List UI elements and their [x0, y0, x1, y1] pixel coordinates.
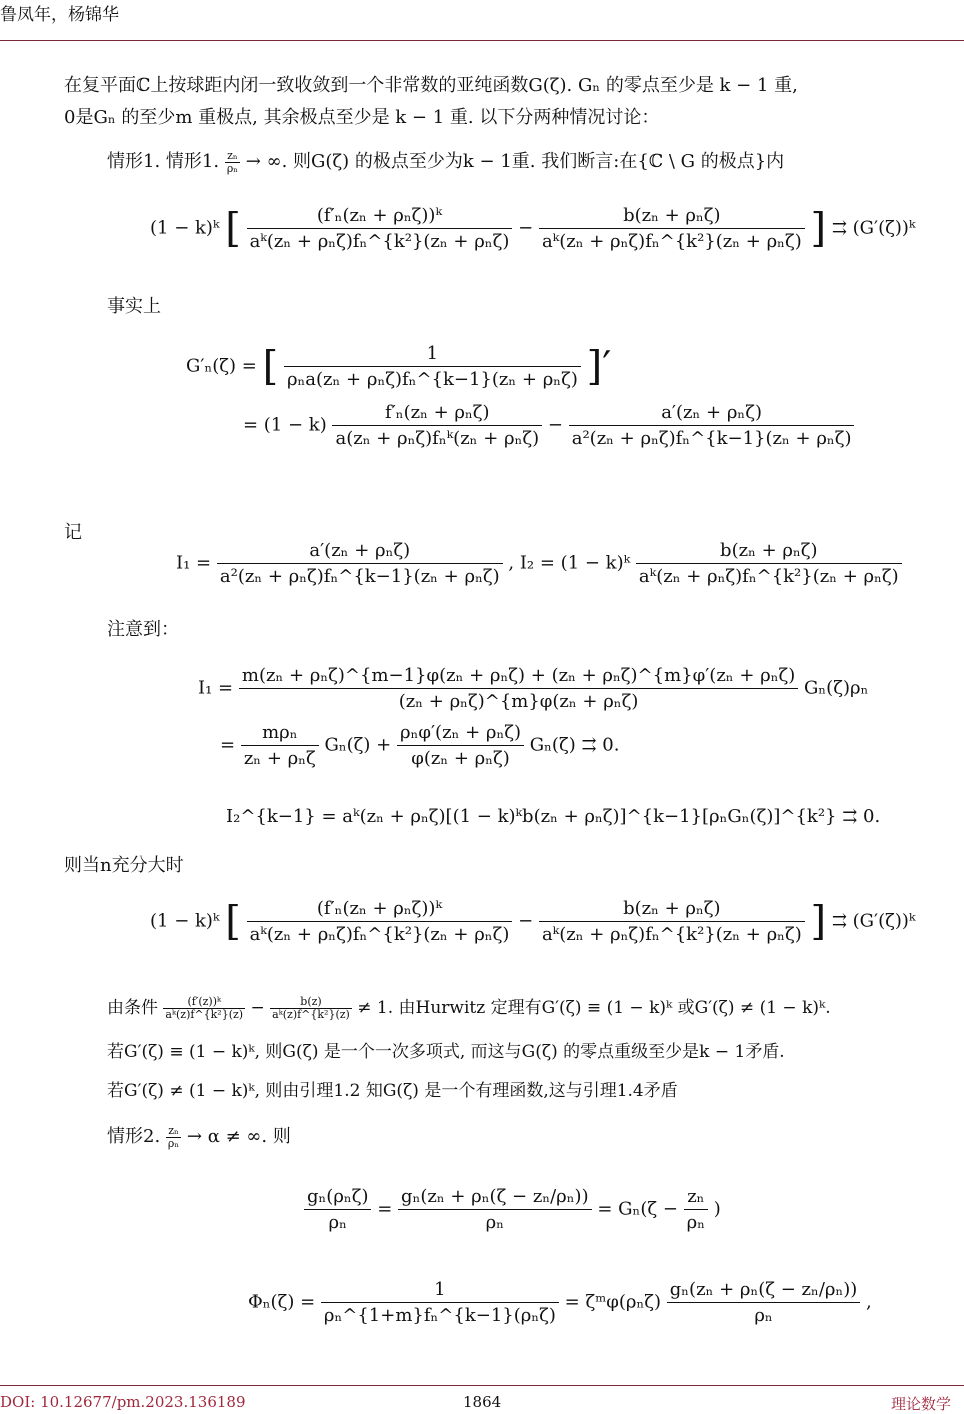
denominator: aᵏ(zₙ + ρₙζ)fₙ^{k²}(zₙ + ρₙζ): [541, 231, 802, 252]
eq-lhs: = (1 − k): [243, 414, 327, 436]
eq-suffix: Gₙ(ζ)ρₙ: [804, 677, 869, 699]
denominator: aᵏ(z)f^{k²}(z): [165, 1008, 244, 1021]
running-header-authors: 鲁凤年，杨锦华: [0, 5, 119, 25]
equation-scaling: [304, 1186, 721, 1233]
denominator: ρₙ: [328, 1212, 347, 1233]
case2-line: [107, 1123, 291, 1151]
fraction: [163, 996, 245, 1021]
numerator: gₙ(zₙ + ρₙ(ζ − zₙ/ρₙ)): [398, 1186, 592, 1210]
ji-label: 记: [64, 522, 82, 543]
zhuyi-label: 注意到：: [107, 619, 179, 640]
left-bracket: [: [262, 343, 279, 390]
equation-i1-expand-line1: [198, 665, 868, 712]
numerator: (f′ₙ(zₙ + ρₙζ))ᵏ: [247, 205, 513, 229]
case1-tail: → ∞. 则G(ζ) 的极点至少为k − 1重. 我们断言:在{ℂ \ G 的极点}内: [245, 151, 785, 172]
denominator: a(zₙ + ρₙζ)fₙᵏ(zₙ + ρₙζ): [335, 428, 540, 449]
ratio-num: zₙ: [166, 1125, 181, 1138]
case2-label: 情形2.: [107, 1126, 161, 1147]
fraction: [284, 343, 581, 390]
eq-suffix: ,: [866, 1291, 872, 1313]
denominator: (zₙ + ρₙζ)^{m}φ(zₙ + ρₙζ): [398, 691, 639, 712]
ratio-den: ρₙ: [226, 161, 239, 175]
denominator: aᵏ(z)f^{k²}(z): [272, 1008, 350, 1021]
eq-prefix: (1 − k)ᵏ: [150, 910, 220, 932]
fraction: [321, 1279, 559, 1326]
journal-link[interactable]: 理论数学: [891, 1395, 952, 1413]
fraction: [636, 540, 902, 587]
fraction: [241, 722, 319, 769]
numerator: gₙ(zₙ + ρₙ(ζ − zₙ/ρₙ)): [667, 1279, 861, 1303]
numerator: m(zₙ + ρₙζ)^{m−1}φ(zₙ + ρₙζ) + (zₙ + ρₙζ)^{m}φ′(zₙ + ρₙζ): [239, 665, 798, 689]
minus-sign: −: [518, 217, 534, 239]
denominator: zₙ + ρₙζ: [243, 748, 316, 769]
doi-link[interactable]: DOI: 10.12677/pm.2023.136189: [0, 1393, 246, 1411]
fraction: [304, 1186, 371, 1233]
numerator: 1: [284, 343, 581, 367]
equation-i1-i2: [176, 540, 902, 587]
fraction: [684, 1186, 708, 1233]
fraction: [539, 898, 805, 945]
equation-gprime-line2: [243, 402, 854, 449]
paragraph-line-2: 0是Gₙ 的至少m 重极点, 其余极点至少是 k − 1 重. 以下分两种情况讨论：: [64, 107, 660, 128]
page-number: 1864: [463, 1393, 502, 1411]
eq-lhs: Φₙ(ζ) =: [248, 1291, 316, 1313]
denominator: aᵏ(zₙ + ρₙζ)fₙ^{k²}(zₙ + ρₙζ): [249, 231, 510, 252]
fraction: [539, 205, 805, 252]
case2-tail: → α ≠ ∞. 则: [186, 1126, 291, 1147]
right-bracket: ]: [810, 898, 827, 945]
numerator: a′(zₙ + ρₙζ): [569, 402, 855, 426]
minus-sign: −: [518, 910, 534, 932]
paragraph-line-1: 在复平面ℂ上按球距内闭一致收敛到一个非常数的亚纯函数G(ζ). Gₙ 的零点至少是 k − 1 重,: [64, 75, 798, 96]
equation-i1-expand-line2: [220, 722, 619, 769]
numerator: zₙ: [684, 1186, 708, 1210]
numerator: gₙ(ρₙζ): [304, 1186, 371, 1210]
denominator: ρₙ: [754, 1305, 773, 1326]
ratio-fraction: [225, 150, 240, 175]
numerator: (f′(z))ᵏ: [163, 996, 245, 1009]
right-bracket: ]: [810, 205, 827, 252]
eq-lhs: I₁ =: [198, 677, 234, 699]
equation-phi: [248, 1279, 872, 1326]
numerator: b(zₙ + ρₙζ): [636, 540, 902, 564]
footer-rule: [0, 1385, 964, 1386]
right-bracket: ]′: [586, 343, 612, 390]
numerator: b(zₙ + ρₙζ): [539, 205, 805, 229]
denominator: aᵏ(zₙ + ρₙζ)fₙ^{k²}(zₙ + ρₙζ): [249, 924, 510, 945]
equation-convergence-2: [150, 898, 916, 945]
eq-lhs: I₁ =: [176, 552, 212, 574]
denominator: ρₙ: [485, 1212, 505, 1233]
minus-sign: −: [547, 414, 563, 436]
denominator: aᵏ(zₙ + ρₙζ)fₙ^{k²}(zₙ + ρₙζ): [541, 924, 802, 945]
dang-label: 则当n充分大时: [64, 855, 184, 876]
numerator: ρₙφ′(zₙ + ρₙζ): [397, 722, 524, 746]
shishi-label: 事实上: [107, 296, 161, 317]
eq-middle: = ζᵐφ(ρₙζ): [564, 1291, 662, 1313]
equation-convergence-1: [150, 205, 916, 252]
condition-prefix: 由条件: [107, 998, 158, 1018]
condition-tail: ≠ 1. 由Hurwitz 定理有G′(ζ) ≡ (1 − k)ᵏ 或G′(ζ) ≠ (1 − k)ᵏ.: [357, 998, 831, 1018]
if-line-2: 若G′(ζ) ≠ (1 − k)ᵏ, 则由引理1.2 知G(ζ) 是一个有理函数,这与引理1.4矛盾: [107, 1081, 678, 1101]
numerator: 1: [321, 1279, 559, 1303]
denominator: ρₙa(zₙ + ρₙζ)fₙ^{k−1}(zₙ + ρₙζ): [286, 369, 578, 390]
fraction: [217, 540, 503, 587]
equals-sign: =: [377, 1198, 393, 1220]
denominator: ρₙ^{1+m}fₙ^{k−1}(ρₙζ): [323, 1305, 556, 1326]
if-line-1: 若G′(ζ) ≡ (1 − k)ᵏ, 则G(ζ) 是一个一次多项式, 而这与G(ζ) 的零点重级至少是k − 1矛盾.: [107, 1042, 785, 1062]
eq-middle: , I₂ = (1 − k)ᵏ: [508, 552, 631, 574]
numerator: (f′ₙ(zₙ + ρₙζ))ᵏ: [247, 898, 513, 922]
fraction: [239, 665, 798, 712]
ratio-den: ρₙ: [167, 1136, 180, 1150]
denominator: a²(zₙ + ρₙζ)fₙ^{k−1}(zₙ + ρₙζ): [219, 566, 500, 587]
fraction: [332, 402, 542, 449]
fraction: [397, 722, 524, 769]
header-rule: [0, 40, 964, 41]
eq-suffix: = Gₙ(ζ −: [597, 1198, 678, 1220]
equation-gprime-line1: [186, 343, 611, 390]
left-bracket: [: [225, 898, 241, 945]
eq-prefix: (1 − k)ᵏ: [150, 217, 220, 239]
numerator: a′(zₙ + ρₙζ): [217, 540, 503, 564]
denominator: aᵏ(zₙ + ρₙζ)fₙ^{k²}(zₙ + ρₙζ): [638, 566, 899, 587]
close-paren: ): [713, 1198, 721, 1220]
condition-line: [107, 994, 831, 1022]
eq-suffix: ⇉ (G′(ζ))ᵏ: [831, 910, 916, 932]
numerator: mρₙ: [241, 722, 319, 746]
eq-suffix: ⇉ (G′(ζ))ᵏ: [831, 217, 916, 239]
case1-label: 情形1. 情形1.: [107, 151, 220, 172]
minus-sign: −: [250, 998, 265, 1018]
eq-lhs: =: [220, 734, 236, 756]
denominator: ρₙ: [686, 1212, 706, 1233]
numerator: b(zₙ + ρₙζ): [539, 898, 805, 922]
left-bracket: [: [225, 205, 241, 252]
eq-middle: Gₙ(ζ) +: [324, 734, 392, 756]
fraction: [398, 1186, 592, 1233]
ratio-num: zₙ: [225, 150, 240, 163]
numerator: f′ₙ(zₙ + ρₙζ): [332, 402, 542, 426]
ratio-fraction: [166, 1125, 181, 1150]
fraction: [569, 402, 855, 449]
eq-suffix: Gₙ(ζ) ⇉ 0.: [529, 734, 620, 756]
case1-line: [107, 148, 784, 176]
denominator: φ(zₙ + ρₙζ): [411, 748, 510, 769]
denominator: a²(zₙ + ρₙζ)fₙ^{k−1}(zₙ + ρₙζ): [571, 428, 852, 449]
fraction: [247, 205, 513, 252]
numerator: b(z): [270, 996, 352, 1009]
fraction: [270, 996, 352, 1021]
equation-i2-power: I₂^{k−1} = aᵏ(zₙ + ρₙζ)[(1 − k)ᵏb(zₙ + ρₙζ)]^{k−1}[ρₙGₙ(ζ)]^{k²} ⇉ 0.: [226, 806, 881, 827]
eq-lhs: G′ₙ(ζ) =: [186, 355, 257, 377]
fraction: [667, 1279, 861, 1326]
fraction: [247, 898, 513, 945]
